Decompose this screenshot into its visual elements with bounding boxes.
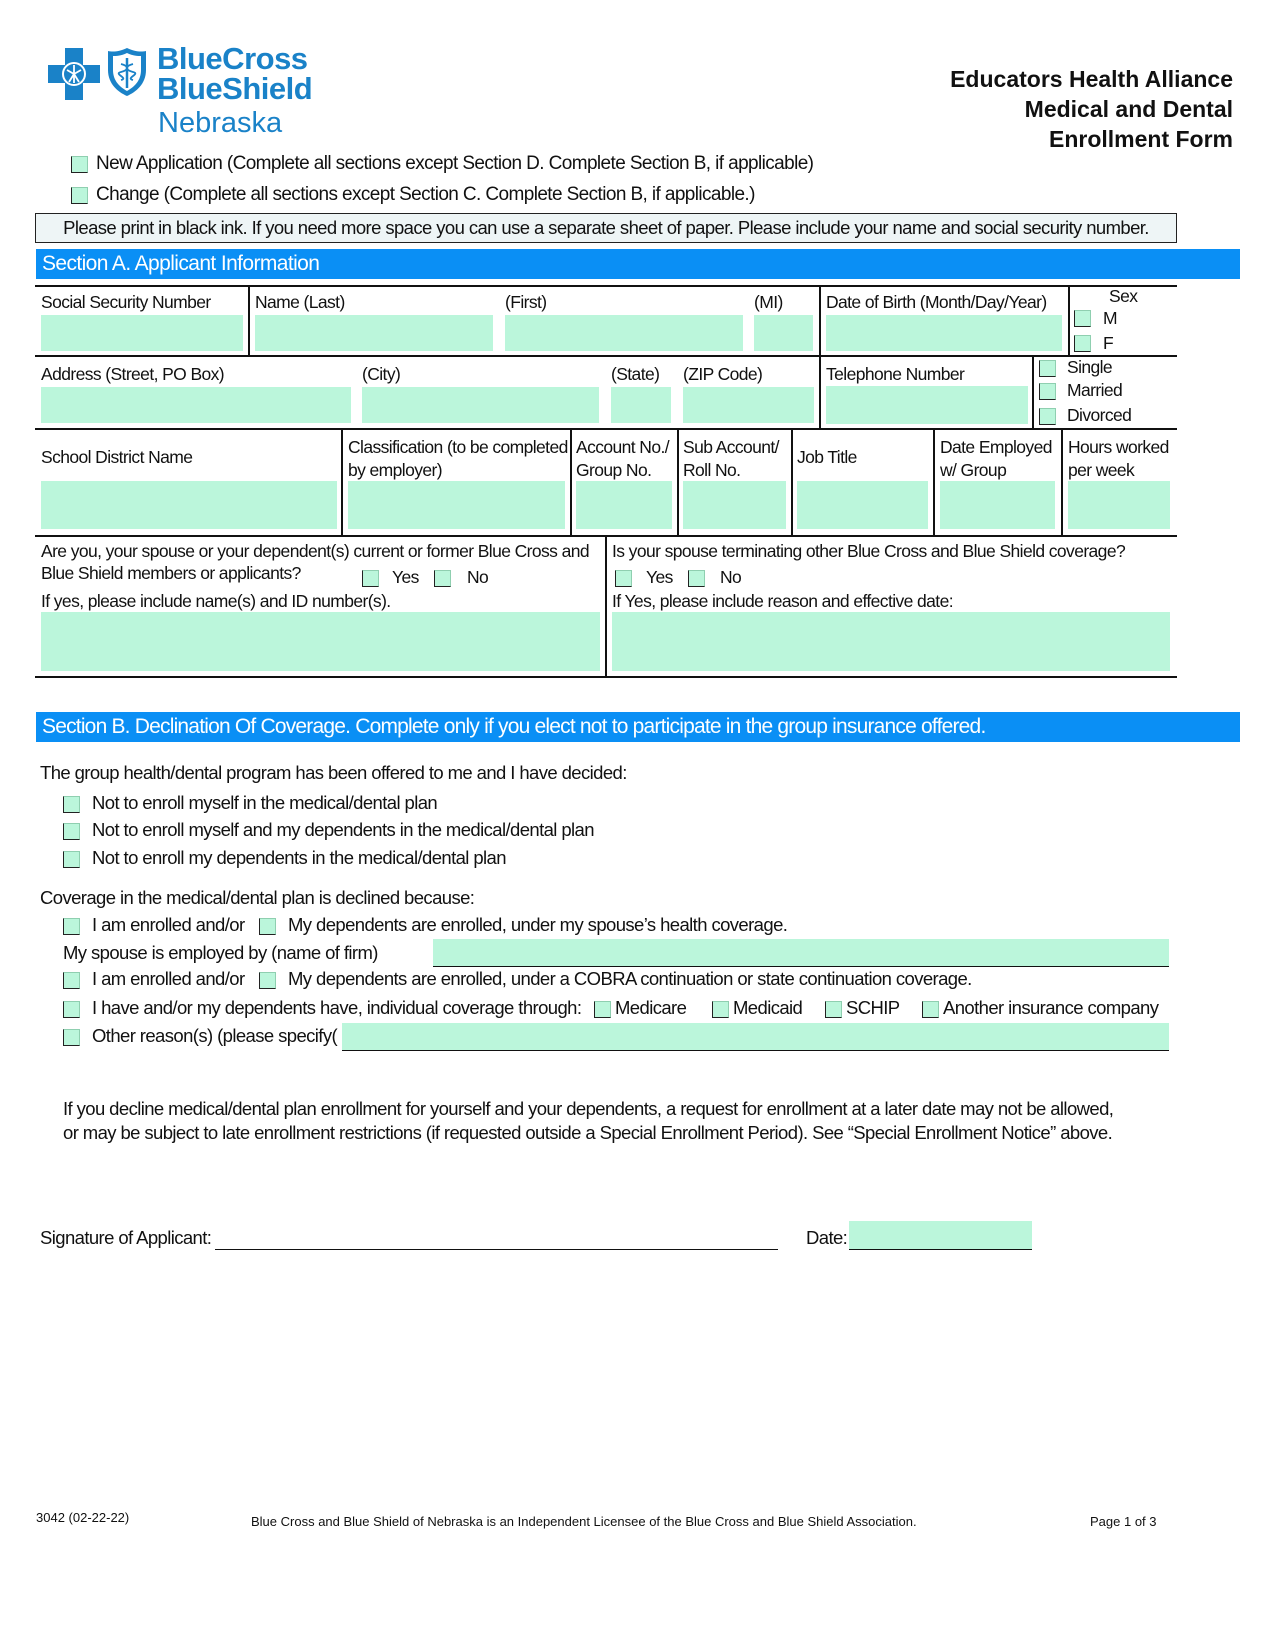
- last-name-label: Name (Last): [255, 292, 345, 312]
- job-title-field[interactable]: [797, 481, 928, 529]
- mi-field[interactable]: [754, 315, 813, 351]
- divider: [933, 428, 935, 535]
- first-name-field[interactable]: [505, 315, 743, 351]
- district-label: School District Name: [41, 447, 193, 467]
- divider: [35, 355, 1177, 357]
- decline-self-dependents-label: Not to enroll myself and my dependents in the medical/dental plan: [92, 819, 594, 840]
- members-details-field[interactable]: [41, 612, 600, 671]
- sex-label: Sex: [1109, 286, 1138, 306]
- signature-line[interactable]: [215, 1226, 778, 1250]
- spouse-no-checkbox[interactable]: [688, 570, 705, 587]
- subaccount-label: [683, 436, 779, 482]
- reasons-intro: Coverage in the medical/dental plan is declined because:: [40, 887, 475, 908]
- instructions-text: Please print in black ink. If you need more space you can use a separate sheet of paper. Please include your name and social security number.: [63, 217, 1149, 238]
- late-enrollment-notice-2: or may be subject to late enrollment restrictions (if requested outside a Special Enrollment Period). See “Special Enrollment Notice” above.: [63, 1122, 1113, 1143]
- spouse-no-label: No: [720, 567, 742, 587]
- first-name-label: (First): [505, 292, 547, 312]
- divider: [35, 428, 1177, 430]
- divider: [1032, 355, 1034, 428]
- members-no-label: No: [467, 567, 489, 587]
- last-name-field[interactable]: [255, 315, 493, 351]
- change-label: Change (Complete all sections except Section C. Complete Section B, if applicable.): [96, 184, 755, 205]
- members-no-checkbox[interactable]: [434, 570, 451, 587]
- address-field[interactable]: [41, 387, 351, 423]
- members-yes-checkbox[interactable]: [362, 570, 379, 587]
- divorced-label: Divorced: [1067, 405, 1132, 425]
- spouse-details-field[interactable]: [612, 612, 1170, 671]
- spouse-yes-label: Yes: [646, 567, 673, 587]
- single-label: Single: [1067, 357, 1113, 377]
- city-label: (City): [362, 364, 401, 384]
- medicaid-label: Medicaid: [733, 997, 803, 1018]
- signature-date-field[interactable]: [849, 1221, 1032, 1250]
- job-title-label: Job Title: [797, 447, 857, 467]
- divider: [1068, 285, 1070, 355]
- mi-label: (MI): [754, 292, 783, 312]
- subaccount-label-line: Roll No.: [683, 460, 741, 480]
- divider: [570, 428, 572, 535]
- account-field[interactable]: [576, 481, 672, 529]
- decline-self-label: Not to enroll myself in the medical/dental plan: [92, 792, 438, 813]
- section-a-header: Section A. Applicant Information: [36, 249, 1240, 279]
- zip-field[interactable]: [683, 387, 814, 423]
- spouse-coverage-dependents-label: My dependents are enrolled, under my spouse’s health coverage.: [288, 914, 788, 935]
- form-title-line: Medical and Dental: [1024, 96, 1233, 122]
- shield-icon: [106, 46, 148, 98]
- hours-label: [1068, 436, 1169, 482]
- classification-label-line: by employer): [348, 460, 442, 480]
- form-title-line: Educators Health Alliance: [950, 66, 1233, 92]
- city-field[interactable]: [362, 387, 599, 423]
- date-employed-field[interactable]: [940, 481, 1055, 529]
- individual-coverage-label: I have and/or my dependents have, individual coverage through:: [92, 997, 582, 1018]
- state-label: (State): [611, 364, 660, 384]
- medicare-label: Medicare: [615, 997, 687, 1018]
- dob-label: Date of Birth (Month/Day/Year): [826, 292, 1047, 312]
- married-label: Married: [1067, 380, 1123, 400]
- cobra-self-checkbox[interactable]: [63, 972, 80, 989]
- classification-label: [348, 436, 568, 482]
- hours-label-line: per week: [1068, 460, 1135, 480]
- sex-m-label: M: [1103, 308, 1117, 328]
- divider: [248, 285, 250, 355]
- spouse-employer-label: My spouse is employed by (name of firm): [63, 942, 378, 963]
- ssn-field[interactable]: [41, 315, 243, 351]
- other-insurer-label: Another insurance company: [943, 997, 1159, 1018]
- account-label: [576, 436, 669, 482]
- dob-field[interactable]: [826, 315, 1062, 351]
- divider: [605, 535, 607, 676]
- date-employed-label: [940, 436, 1052, 482]
- page-number: Page 1 of 3: [1090, 1514, 1157, 1529]
- instructions-box: [35, 213, 1177, 243]
- decline-dependents-label: Not to enroll my dependents in the medical/dental plan: [92, 847, 506, 868]
- single-checkbox[interactable]: [1039, 360, 1056, 377]
- date-label: Date:: [806, 1227, 848, 1248]
- section-b-intro: The group health/dental program has been offered to me and I have decided:: [40, 762, 627, 783]
- married-checkbox[interactable]: [1039, 383, 1056, 400]
- members-question-2: Blue Shield members or applicants?: [41, 563, 301, 583]
- late-enrollment-notice-1: If you decline medical/dental plan enrollment for yourself and your dependents, a request for enrollment at a later date may not be allowed,: [63, 1098, 1114, 1119]
- subaccount-label-line: Sub Account/: [683, 437, 779, 457]
- other-reason-checkbox[interactable]: [63, 1029, 80, 1046]
- form-title: [950, 64, 1233, 154]
- other-insurer-checkbox[interactable]: [922, 1001, 939, 1018]
- spouse-coverage-dependents-checkbox[interactable]: [259, 918, 276, 935]
- new-application-checkbox[interactable]: [71, 156, 88, 173]
- individual-coverage-checkbox[interactable]: [63, 1001, 80, 1018]
- cobra-self-label: I am enrolled and/or: [92, 968, 245, 989]
- other-reason-field[interactable]: [342, 1023, 1169, 1051]
- new-application-label: New Application (Complete all sections except Section D. Complete Section B, if applicable): [96, 153, 814, 174]
- logo-blueshield: BlueShield: [157, 71, 313, 106]
- sex-f-checkbox[interactable]: [1074, 335, 1091, 352]
- change-checkbox[interactable]: [71, 187, 88, 204]
- section-b-header: Section B. Declination Of Coverage. Complete only if you elect not to participate in the group insurance offered.: [36, 712, 1240, 742]
- decline-self-dependents-checkbox[interactable]: [63, 823, 80, 840]
- district-field[interactable]: [41, 481, 337, 529]
- members-yes-label: Yes: [392, 567, 419, 587]
- logo-region: Nebraska: [158, 107, 283, 139]
- classification-label-line: Classification (to be completed: [348, 437, 568, 457]
- licensee-notice: Blue Cross and Blue Shield of Nebraska is an Independent Licensee of the Blue Cross and Blue Shield Association.: [251, 1514, 917, 1529]
- state-field[interactable]: [611, 387, 671, 423]
- divider: [35, 676, 1177, 678]
- hours-label-line: Hours worked: [1068, 437, 1169, 457]
- spouse-question: Is your spouse terminating other Blue Cross and Blue Shield coverage?: [612, 541, 1126, 561]
- account-label-line: Account No./: [576, 437, 669, 457]
- spouse-coverage-self-checkbox[interactable]: [63, 918, 80, 935]
- zip-label: (ZIP Code): [683, 364, 763, 384]
- divorced-checkbox[interactable]: [1039, 408, 1056, 425]
- cobra-dependents-checkbox[interactable]: [259, 972, 276, 989]
- divider: [1061, 428, 1063, 535]
- divider: [819, 285, 821, 428]
- logo-bluecross: BlueCross: [157, 41, 308, 76]
- medicare-checkbox[interactable]: [594, 1001, 611, 1018]
- divider: [341, 428, 343, 535]
- schip-checkbox[interactable]: [825, 1001, 842, 1018]
- phone-label: Telephone Number: [826, 364, 965, 384]
- cobra-dependents-label: My dependents are enrolled, under a COBRA continuation or state continuation coverage.: [288, 968, 972, 989]
- signature-label: Signature of Applicant:: [40, 1227, 212, 1248]
- form-code: 3042 (02-22-22): [36, 1510, 130, 1525]
- account-label-line: Group No.: [576, 460, 652, 480]
- date-employed-label-line: Date Employed: [940, 437, 1052, 457]
- ssn-label: Social Security Number: [41, 292, 211, 312]
- cross-icon: [48, 48, 100, 100]
- members-followup: If yes, please include name(s) and ID number(s).: [41, 591, 391, 611]
- subaccount-field[interactable]: [683, 481, 786, 529]
- spouse-yes-checkbox[interactable]: [615, 570, 632, 587]
- spouse-coverage-self-label: I am enrolled and/or: [92, 914, 245, 935]
- divider: [791, 428, 793, 535]
- divider: [35, 285, 1177, 287]
- sex-f-label: F: [1103, 333, 1114, 353]
- address-label: Address (Street, PO Box): [41, 364, 225, 384]
- divider: [677, 428, 679, 535]
- phone-field[interactable]: [826, 386, 1028, 424]
- sex-m-checkbox[interactable]: [1074, 310, 1091, 327]
- date-employed-label-line: w/ Group: [940, 460, 1007, 480]
- schip-label: SCHIP: [846, 997, 900, 1018]
- members-question: Are you, your spouse or your dependent(s) current or former Blue Cross and: [41, 541, 589, 561]
- spouse-employer-field[interactable]: [433, 939, 1169, 967]
- medicaid-checkbox[interactable]: [712, 1001, 729, 1018]
- other-reason-label: Other reason(s) (please specify(: [92, 1025, 338, 1046]
- spouse-followup: If Yes, please include reason and effective date:: [612, 591, 953, 611]
- classification-field[interactable]: [348, 481, 565, 529]
- hours-field[interactable]: [1068, 481, 1170, 529]
- decline-self-checkbox[interactable]: [63, 796, 80, 813]
- form-title-line: Enrollment Form: [1048, 126, 1233, 152]
- decline-dependents-checkbox[interactable]: [63, 851, 80, 868]
